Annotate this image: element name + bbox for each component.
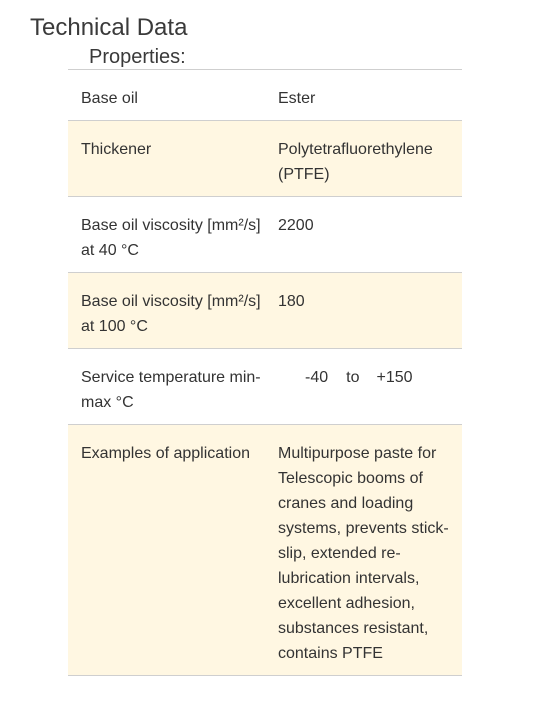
table-row [68, 121, 462, 197]
property-label: Examples of application [68, 425, 278, 676]
property-label: Base oil viscosity [mm²/s] at 100 °C [68, 273, 278, 349]
temperature-max: +150 [376, 369, 413, 386]
property-value: 2200 [278, 197, 462, 273]
property-label: Base oil viscosity [mm²/s] at 40 °C [68, 197, 278, 273]
property-label: Base oil [68, 70, 278, 121]
table-row [68, 70, 462, 121]
property-value: 180 [278, 273, 462, 349]
table-row [68, 197, 462, 273]
properties-table [68, 69, 462, 676]
property-value: Ester [278, 70, 462, 121]
temperature-separator: to [346, 369, 360, 386]
section-title: Properties: [89, 46, 186, 68]
page-title: Technical Data [30, 14, 188, 41]
temperature-range [278, 349, 462, 425]
property-value: Multipurpose paste for Telescopic booms of cranes and loading systems, prevents stick-slip, extended re-lubrication intervals, excellent adhesion, substances resistant, contains PTFE [278, 425, 462, 676]
property-value: Polytetrafluorethylene (PTFE) [278, 121, 462, 197]
table-row [68, 273, 462, 349]
table-row [68, 425, 462, 676]
temperature-min: -40 [305, 369, 329, 386]
property-label: Service temperature min-max °C [68, 349, 278, 425]
table-row [68, 349, 462, 425]
property-label: Thickener [68, 121, 278, 197]
